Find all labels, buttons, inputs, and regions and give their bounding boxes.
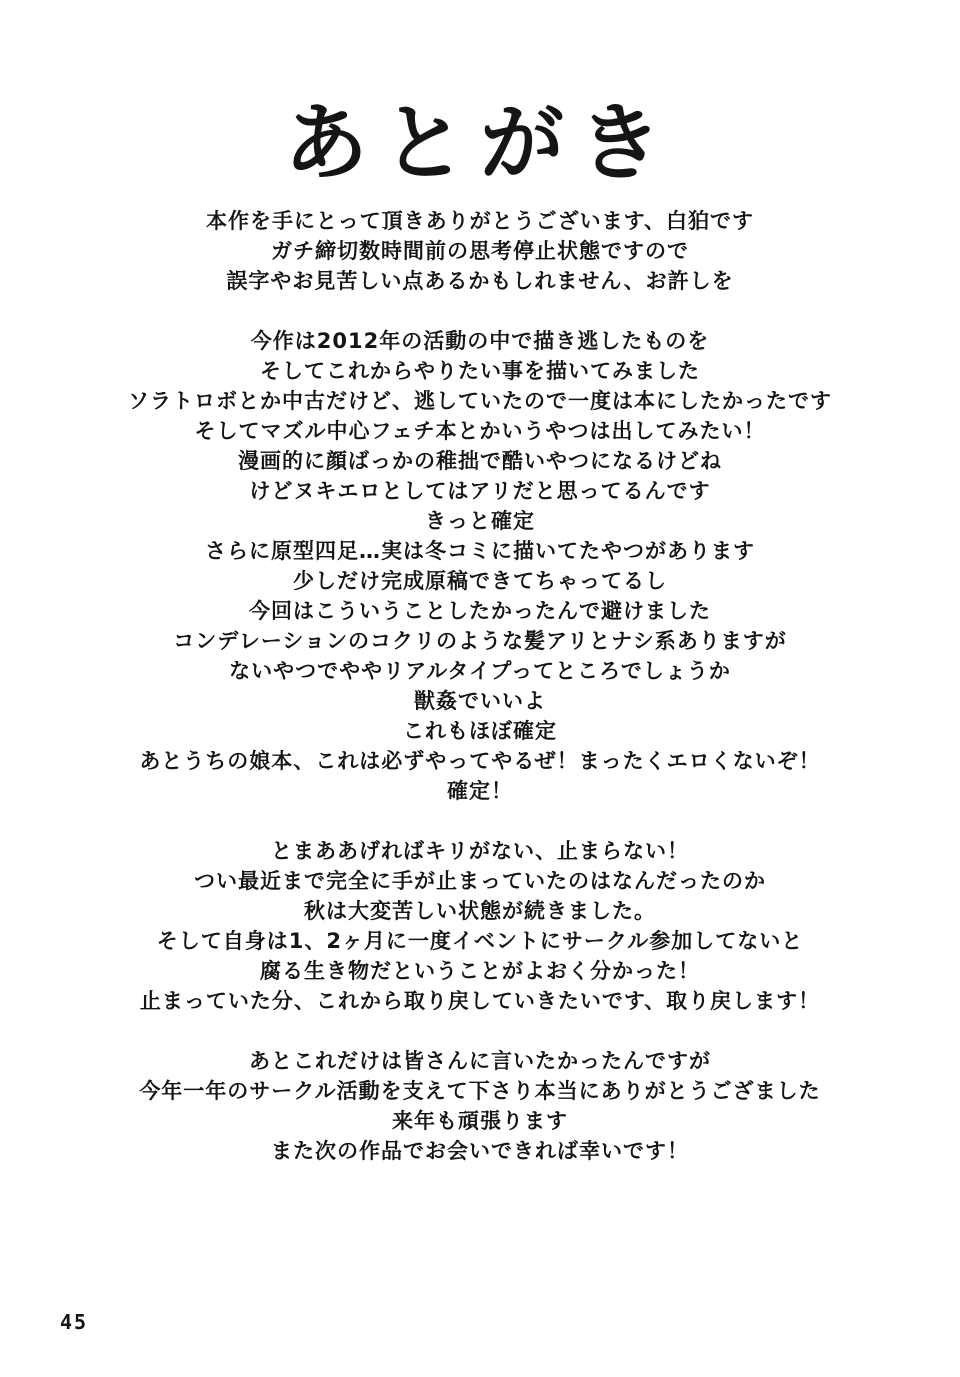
text-line: けどヌキエロとしてはアリだと思ってるんです: [249, 479, 711, 503]
text-line: 今年一年のサークル活動を支えて下さり本当にありがとうござました: [139, 1079, 821, 1103]
text-line: あとうちの娘本、これは必ずやってやるぜ！まったくエロくないぞ！: [139, 749, 821, 773]
afterword-body: [20, 206, 940, 1166]
text-line: とまああげればキリがない、止まらない！: [271, 839, 689, 863]
text-line: 少しだけ完成原稿できてちゃってるし: [293, 569, 667, 593]
text-line: さらに原型四足…実は冬コミに描いてたやつがあります: [205, 539, 755, 563]
text-line: ソラトロボとか中古だけど、逃していたので一度は本にしたかったです: [128, 389, 832, 413]
text-line: そしてこれからやりたい事を描いてみました: [260, 359, 700, 383]
text-line: 今回はこういうことしたかったんで避けました: [249, 599, 711, 623]
paragraph: [20, 836, 940, 1016]
text-line: 今作は2012年の活動の中で描き逃したものを: [250, 329, 710, 353]
text-line: そして自身は1、2ヶ月に一度イベントにサークル参加してないと: [156, 929, 804, 953]
text-line: また次の作品でお会いできれば幸いです！: [271, 1139, 689, 1163]
text-line: つい最近まで完全に手が止まっていたのはなんだったのか: [194, 869, 766, 893]
text-line: 秋は大変苦しい状態が続きました。: [304, 899, 656, 923]
text-line: 漫画的に顔ばっかの稚拙で酷いやつになるけどね: [238, 449, 722, 473]
text-line: これもほぼ確定: [403, 719, 557, 743]
text-line: 止まっていた分、これから取り戻していきたいです、取り戻します！: [139, 989, 821, 1013]
page-title: あとがき: [283, 94, 676, 192]
text-line: 獣姦でいいよ: [414, 689, 546, 713]
text-line: 本作を手にとって頂きありがとうございます、白狛です: [206, 209, 754, 233]
text-line: あとこれだけは皆さんに言いたかったんですが: [249, 1049, 711, 1073]
paragraph: [20, 1046, 940, 1166]
text-line: 誤字やお見苦しい点あるかもしれません、お許しを: [226, 269, 734, 293]
text-line: きっと確定: [425, 509, 535, 533]
text-line: コンデレーションのコクリのような髪アリとナシ系ありますが: [173, 629, 787, 653]
text-line: ないやつでややリアルタイプってところでしょうか: [229, 659, 731, 683]
text-line: そしてマズル中心フェチ本とかいうやつは出してみたい！: [194, 419, 766, 443]
text-line: 来年も頑張ります: [392, 1109, 568, 1133]
text-line: 腐る生き物だということがよおく分かった！: [260, 959, 700, 983]
page-number: 45: [60, 1310, 89, 1334]
text-line: 確定！: [447, 779, 513, 803]
paragraph: [20, 206, 940, 296]
text-line: ガチ締切数時間前の思考停止状態ですので: [271, 239, 689, 263]
paragraph: [20, 326, 940, 806]
